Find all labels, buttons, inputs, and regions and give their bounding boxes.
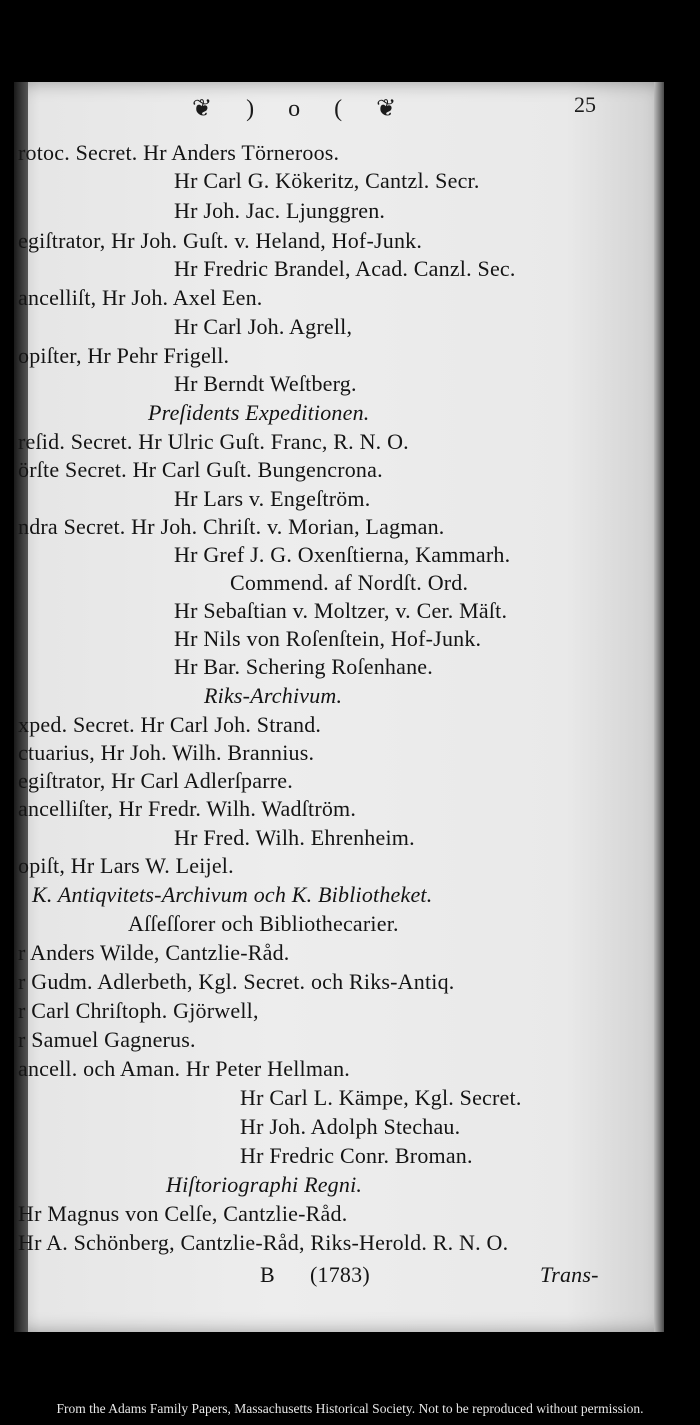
text-line: ancelliſt, Hr Joh. Axel Een. xyxy=(18,285,263,310)
text-line: Hr Fred. Wilh. Ehrenheim. xyxy=(174,825,415,850)
section-heading: Preſidents Expeditionen. xyxy=(148,400,370,425)
signature-year: (1783) xyxy=(310,1262,370,1287)
signature-mark: B xyxy=(260,1262,275,1287)
text-line: Hr Carl Joh. Agrell, xyxy=(174,314,353,339)
text-line: Hr Fredric Conr. Broman. xyxy=(240,1143,473,1168)
text-line: Hr Nils von Roſenſtein, Hof-Junk. xyxy=(174,626,482,651)
text-line: Hr Carl L. Kämpe, Kgl. Secret. xyxy=(240,1085,522,1110)
text-line: reſid. Secret. Hr Ulric Guſt. Franc, R. N. O. xyxy=(18,429,409,454)
text-line: Hr Carl G. Kökeritz, Cantzl. Secr. xyxy=(174,168,480,193)
text-line: opiſt, Hr Lars W. Leijel. xyxy=(18,853,234,878)
text-line: Hr A. Schönberg, Cantzlie-Råd, Riks-Herold. R. N. O. xyxy=(18,1230,509,1255)
text-line: ndra Secret. Hr Joh. Chriſt. v. Morian, Lagman. xyxy=(18,514,445,539)
header-ornament: ❦ ) o ( ❦ xyxy=(192,96,411,122)
page-spine-shadow xyxy=(14,82,28,1332)
text-line: ancelliſter, Hr Fredr. Wilh. Wadſtröm. xyxy=(18,796,357,821)
text-line: r Gudm. Adlerbeth, Kgl. Secret. och Riks-Antiq. xyxy=(18,969,455,994)
text-line: opiſter, Hr Pehr Frigell. xyxy=(18,343,230,368)
catchword: Trans- xyxy=(540,1262,599,1287)
text-line: egiſtrator, Hr Joh. Guſt. v. Heland, Hof-Junk. xyxy=(18,228,423,253)
text-line: Hr Sebaſtian v. Moltzer, v. Cer. Mäſt. xyxy=(174,598,508,623)
archive-footer: From the Adams Family Papers, Massachusetts Historical Society. Not to be reproduced without permission. xyxy=(56,1401,644,1416)
text-line: Commend. af Nordſt. Ord. xyxy=(230,570,469,595)
text-line: r Carl Chriſtoph. Gjörwell, xyxy=(18,998,259,1023)
text-line: Hr Fredric Brandel, Acad. Canzl. Sec. xyxy=(174,256,516,281)
text-line: r Anders Wilde, Cantzlie-Råd. xyxy=(18,940,290,965)
section-heading: Riks-Archivum. xyxy=(204,683,343,708)
section-subheading: Aſſeſſorer och Bibliothecarier. xyxy=(128,911,399,936)
text-line: örſte Secret. Hr Carl Guſt. Bungencrona. xyxy=(18,457,383,482)
text-line: Hr Berndt Weſtberg. xyxy=(174,371,357,396)
text-line: r Samuel Gagnerus. xyxy=(18,1027,196,1052)
page-number: 25 xyxy=(574,92,596,117)
text-line: Hr Bar. Schering Roſenhane. xyxy=(174,654,433,679)
section-heading: Hiſtoriographi Regni. xyxy=(166,1172,363,1197)
section-heading: K. Antiqvitets-Archivum och K. Bibliotheket. xyxy=(32,882,433,907)
text-line: Hr Joh. Adolph Stechau. xyxy=(240,1114,461,1139)
text-line: Hr Gref J. G. Oxenſtierna, Kammarh. xyxy=(174,542,511,567)
text-line: ancell. och Aman. Hr Peter Hellman. xyxy=(18,1056,351,1081)
text-line: Hr Joh. Jac. Ljunggren. xyxy=(174,198,386,223)
text-line: Hr Lars v. Engeſtröm. xyxy=(174,486,371,511)
text-line: ctuarius, Hr Joh. Wilh. Brannius. xyxy=(18,740,315,765)
text-line: rotoc. Secret. Hr Anders Törneroos. xyxy=(18,140,340,165)
text-line: xped. Secret. Hr Carl Joh. Strand. xyxy=(18,712,322,737)
book-page xyxy=(14,82,664,1332)
text-line: Hr Magnus von Celſe, Cantzlie-Råd. xyxy=(18,1201,348,1226)
text-line: egiſtrator, Hr Carl Adlerſparre. xyxy=(18,768,293,793)
page-edge-shadow xyxy=(654,82,664,1332)
